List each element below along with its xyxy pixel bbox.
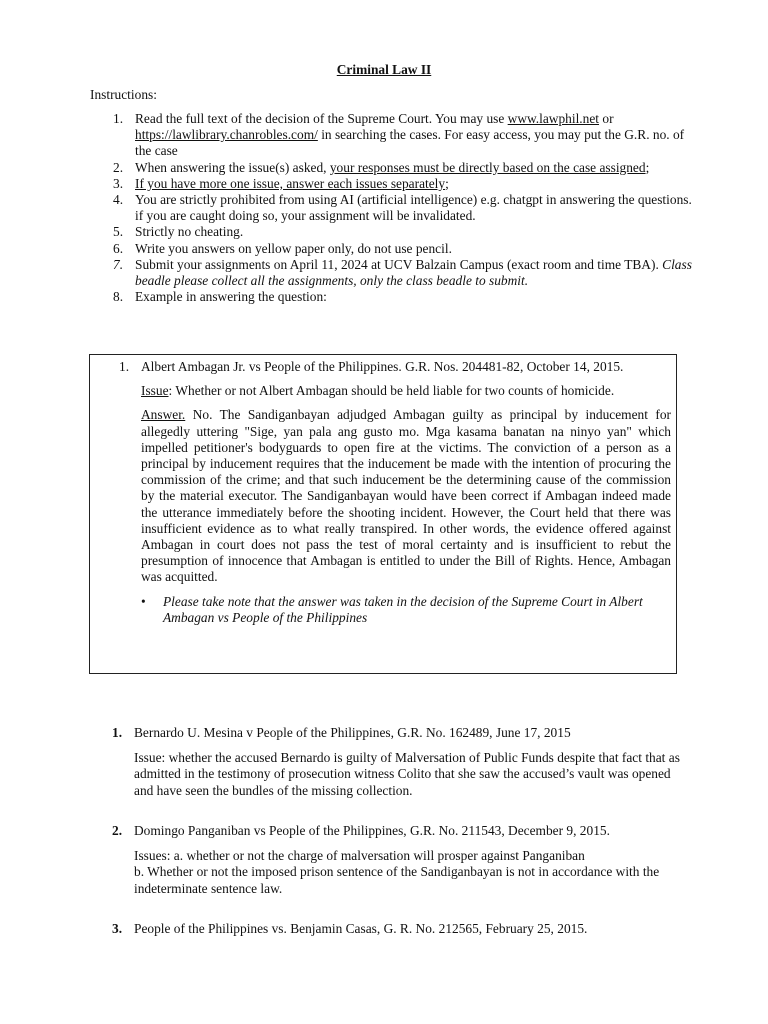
example-issue: Issue: Whether or not Albert Ambagan should be held liable for two counts of homicide. xyxy=(141,383,615,399)
question-item xyxy=(112,921,682,937)
bullet-icon: • xyxy=(141,593,146,609)
question-issue: Issue: whether the accused Bernardo is guilty of Malversation of Public Funds despite that fact that as admitted in the testimony of prosecution witness Colito that she saw the accused’s vault was opened and have seen the bundles of the missing collection. xyxy=(134,750,680,798)
question-issue-b: b. Whether or not the imposed prison sentence of the Sandiganbayan is not in accordance with the indeterminate sentence law. xyxy=(134,864,660,896)
instruction-item: 8. Example in answering the question: xyxy=(113,289,327,305)
example-note: • Please take note that the answer was taken in the decision of the Supreme Court in Albert Ambagan vs People of the Philippines xyxy=(141,593,643,625)
question-case: 1. Bernardo U. Mesina v People of the Philippines, G.R. No. 162489, June 17, 2015 xyxy=(112,725,571,740)
document-title: Criminal Law II xyxy=(336,62,432,77)
instruction-item: 2. When answering the issue(s) asked, your responses must be directly based on the case assigned; xyxy=(113,159,650,175)
lawphil-link[interactable]: www.lawphil.net xyxy=(507,111,600,126)
chanrobles-link[interactable]: https://lawlibrary.chanrobles.com/ xyxy=(135,127,318,143)
question-case: 2. Domingo Panganiban vs People of the Philippines, G.R. No. 211543, December 9, 2015. xyxy=(112,823,610,838)
instructions-heading: Instructions: xyxy=(90,87,157,102)
question-item xyxy=(112,725,682,799)
instruction-item: 7. Submit your assignments on April 11, 2024 at UCV Balzain Campus (exact room and time TBA). Class beadle please collect all the assignments, only the class beadle to submit. xyxy=(113,256,692,289)
example-answer: Answer. No. The Sandiganbayan adjudged Ambagan guilty as principal by inducement for allegedly uttering "Sige, yan pala ang gusto mo. Mga kasama banatan na ninyo yan" which impelled petitioner's bodyguards to open fire at the victims. The conviction of a person as a principal by inducement requires that the inducement be made with the intention of procuring the commission of the crime; and that such inducement be the determining cause of the commission by the material executor. The Sandiganbayan would have been correct if Ambagan indeed made the utterance immediately before the shooting incident. However, the Court held that there was insufficient evidence as to what really transpired. In other words, the evidence offered against Ambagan in court does not pass the test of moral certainty and is insufficient to rebut the presumption of innocence that Ambagan is entitled to under the Bill of Rights. Hence, Ambagan was acquitted. xyxy=(141,407,671,585)
question-issue: Issues: a. whether or not the charge of malversation will prosper against Panganiban xyxy=(134,848,585,864)
instruction-item: 6. Write you answers on yellow paper only, do not use pencil. xyxy=(113,240,452,256)
example-box xyxy=(89,354,677,674)
question-case: 3. People of the Philippines vs. Benjamin Casas, G. R. No. 212565, February 25, 2015. xyxy=(112,921,588,936)
instruction-item: 1. Read the full text of the decision of the Supreme Court. You may use www.lawphil.net or https://lawlibrary.chanrobles.com/ in searching the cases. For easy access, you may put the G.R. no. of the case xyxy=(113,111,685,159)
example-case-heading: 1. Albert Ambagan Jr. vs People of the Philippines. G.R. Nos. 204481-82, October 14, 2015. xyxy=(119,359,624,374)
instruction-item: 5. Strictly no cheating. xyxy=(113,224,244,240)
instruction-item: 3. If you have more one issue, answer each issues separately; xyxy=(113,175,449,191)
instructions-list xyxy=(113,111,693,305)
instruction-item: 4. You are strictly prohibited from using AI (artificial intelligence) e.g. chatgpt in answering the questions. if you are caught doing so, your assignment will be invalidated. xyxy=(113,192,692,224)
question-item xyxy=(112,823,682,897)
